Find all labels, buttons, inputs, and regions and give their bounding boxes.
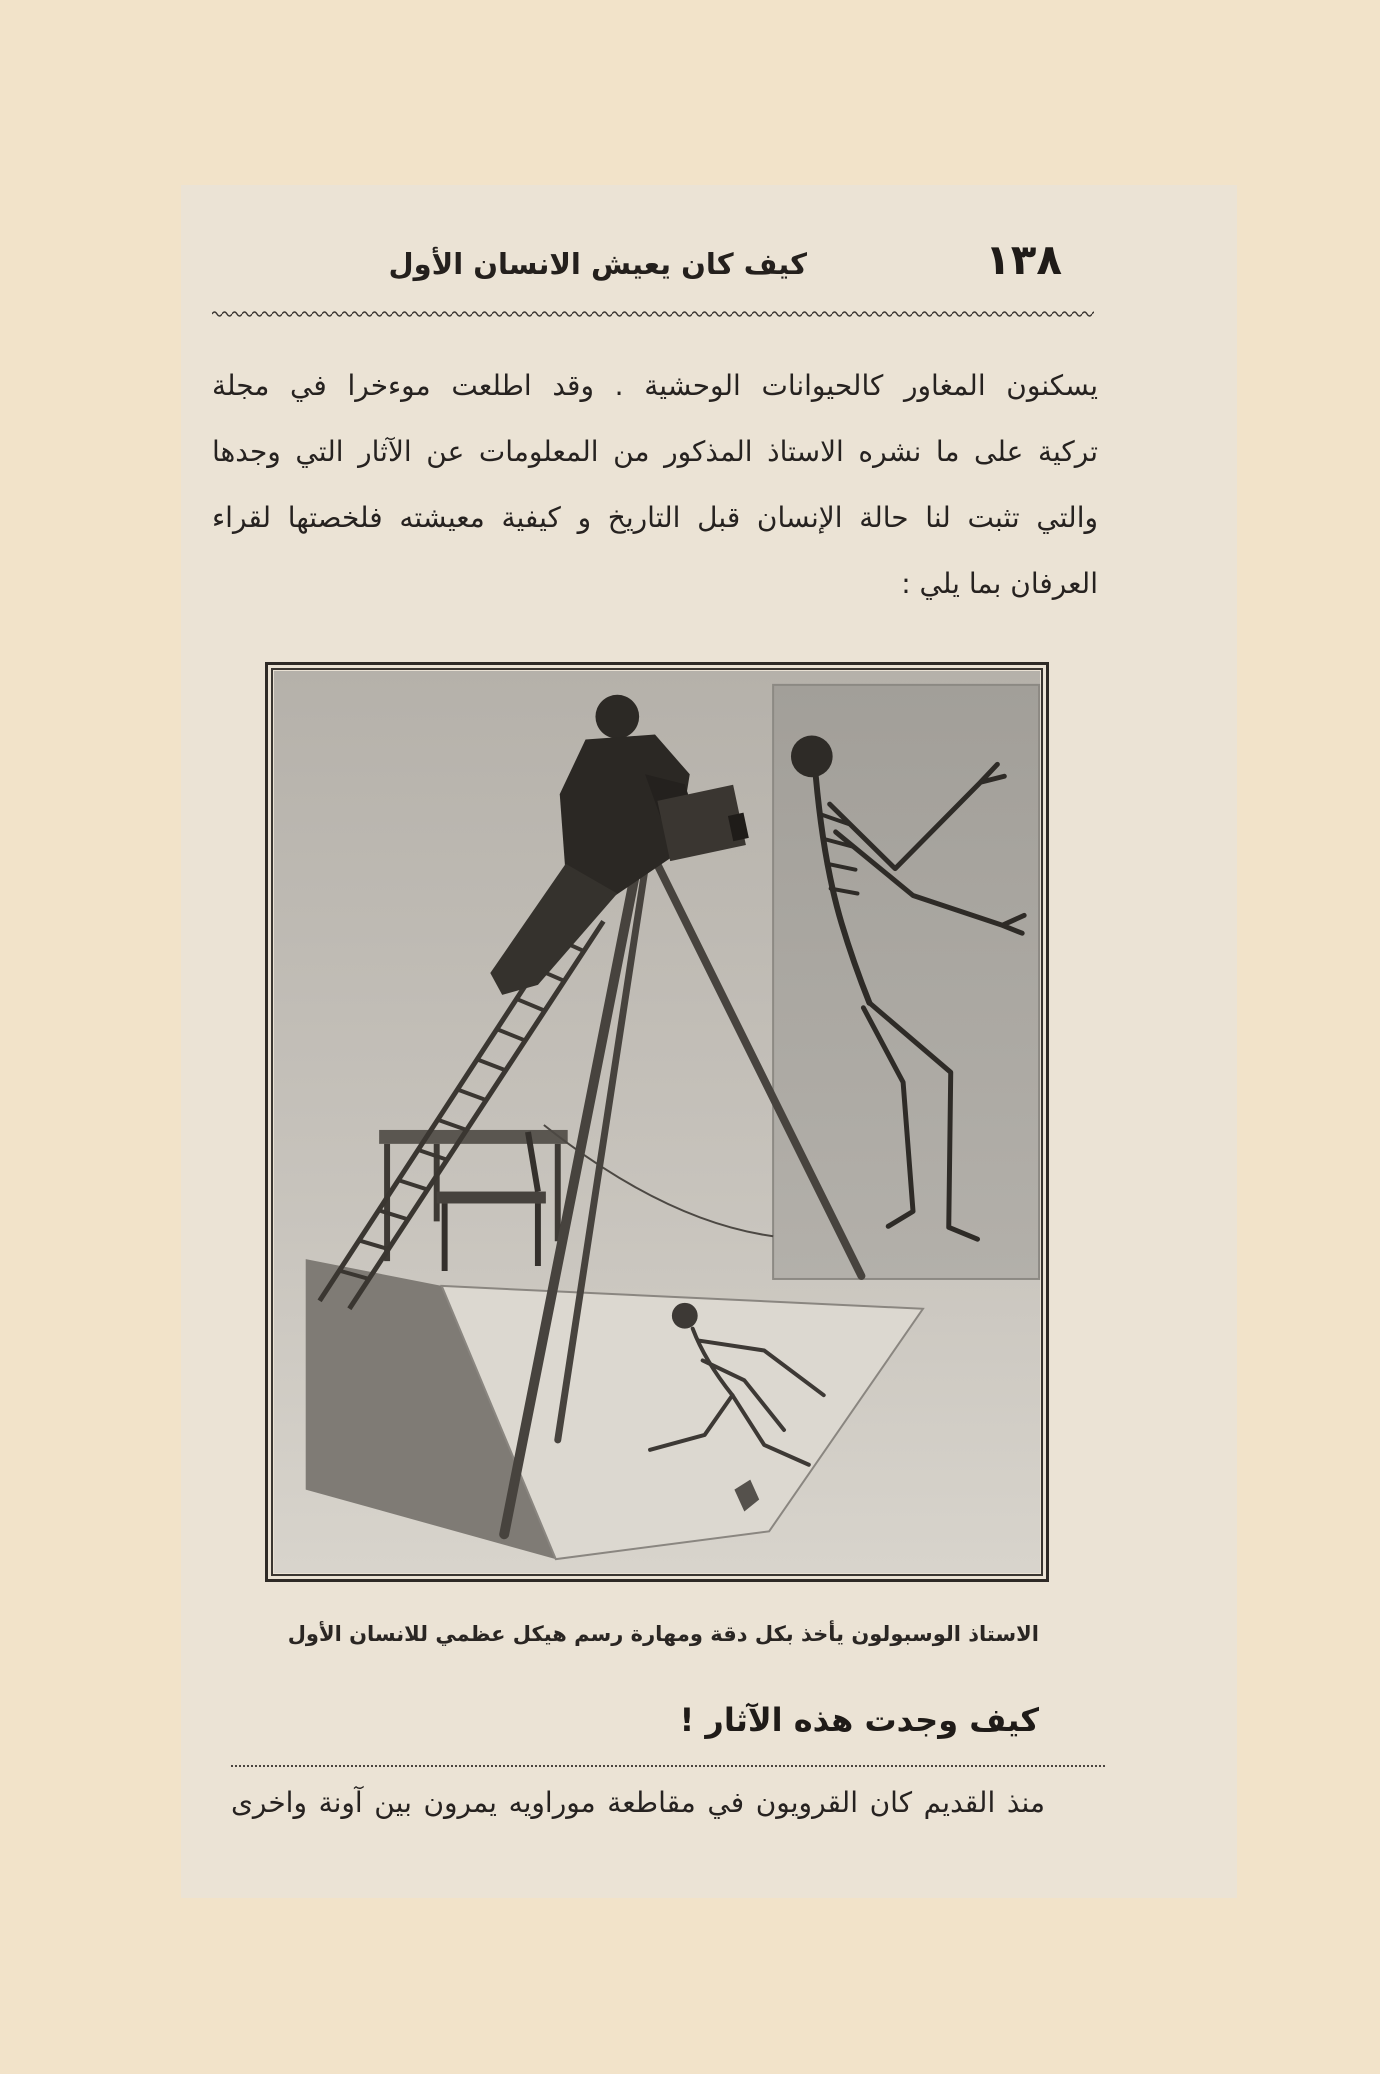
header-wavy-rule — [212, 309, 1094, 319]
paragraph-line: والتي تثبت لنا حالة الإنسان قبل التاريخ و كيفية معيشته فلخصتها لقراء — [212, 501, 1098, 534]
paragraph-line: يسكنون المغاور كالحيوانات الوحشية . وقد اطلعت موءخرا في مجلة — [212, 369, 1098, 402]
dotted-rule — [231, 1765, 1105, 1767]
page-number: ١٣٨ — [985, 235, 1062, 284]
figure-photograph — [265, 662, 1049, 1582]
paragraph-line: تركية على ما نشره الاستاذ المذكور من المعلومات عن الآثار التي وجدها — [212, 435, 1098, 468]
section-first-line: منذ القديم كان القرويون في مقاطعة موراويه يمرون بين آونة واخرى — [231, 1786, 1045, 1819]
floor-skeleton-skull — [672, 1303, 698, 1329]
wall-skeleton-skull — [791, 736, 833, 778]
figure-caption: الاستاذ الوسبولون يأخذ بكل دقة ومهارة رسم هيكل عظمي للانسان الأول — [287, 1622, 1039, 1646]
photographer-head — [595, 695, 639, 739]
body-paragraph — [212, 353, 1098, 617]
section-heading: كيف وجدت هذه الآثار ! — [679, 1701, 1039, 1739]
photograph-illustration — [268, 665, 1046, 1579]
running-title: كيف كان يعيش الانسان الأول — [388, 247, 807, 281]
paragraph-line: العرفان بما يلي : — [901, 567, 1098, 600]
